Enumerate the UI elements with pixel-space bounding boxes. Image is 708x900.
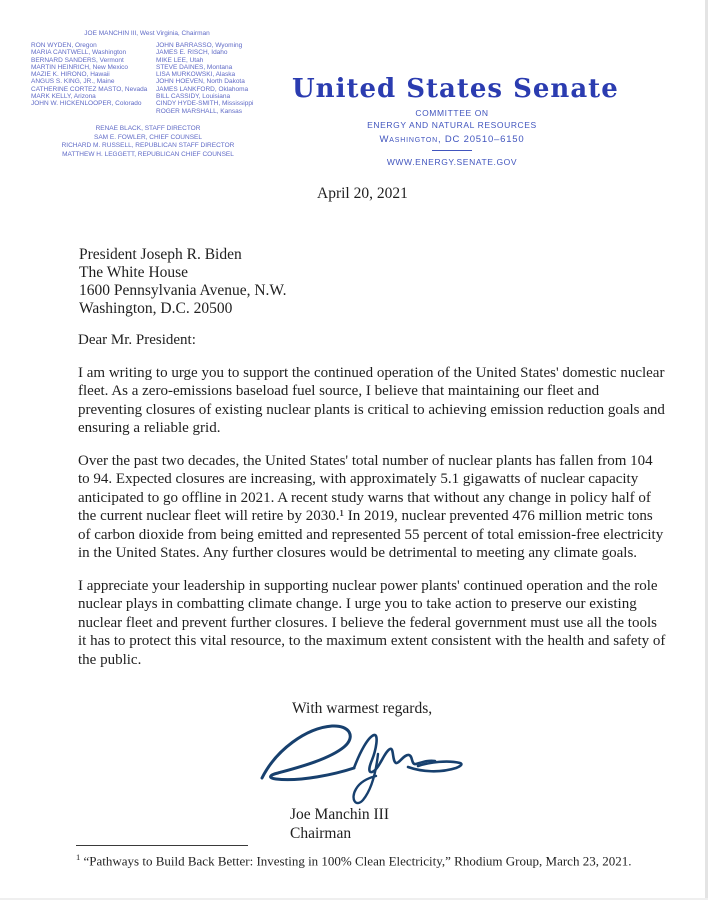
member-name: STEVE DAINES, Montana bbox=[156, 63, 233, 71]
member-name: MARK KELLY, Arizona bbox=[31, 93, 96, 101]
footnote bbox=[76, 852, 660, 869]
member-name: JOHN BARRASSO, Wyoming bbox=[156, 42, 243, 49]
member-name: BERNARD SANDERS, Vermont bbox=[31, 56, 124, 64]
member-name: MARIA CANTWELL, Washington bbox=[31, 49, 127, 57]
letter-body bbox=[78, 331, 666, 683]
staff-name: RENAE BLACK, STAFF DIRECTOR bbox=[95, 125, 201, 132]
member-name: JOHN HOEVEN, North Dakota bbox=[156, 78, 245, 86]
recipient-line: The White House bbox=[79, 264, 189, 281]
address-divider-rule bbox=[432, 150, 472, 151]
member-name: JOHN W. HICKENLOOPER, Colorado bbox=[31, 100, 142, 108]
recipient-line: President Joseph R. Biden bbox=[79, 246, 242, 263]
member-name: CATHERINE CORTEZ MASTO, Nevada bbox=[31, 85, 148, 93]
signature-image bbox=[256, 716, 468, 806]
member-name: MAZIE K. HIRONO, Hawaii bbox=[31, 71, 110, 79]
signer-name: Joe Manchin III bbox=[290, 806, 389, 823]
letter-date: April 20, 2021 bbox=[317, 185, 408, 202]
committee-website: WWW.ENERGY.SENATE.GOV bbox=[386, 157, 518, 167]
member-name: ROGER MARSHALL, Kansas bbox=[156, 107, 242, 115]
member-name: JAMES LANKFORD, Oklahoma bbox=[156, 85, 249, 93]
staff-name: MATTHEW H. LEGGETT, REPUBLICAN CHIEF COUNSEL bbox=[62, 151, 234, 159]
committee-address-line: Washington, DC 20510–6150 bbox=[379, 134, 525, 145]
signature-block bbox=[290, 806, 389, 843]
salutation: Dear Mr. President: bbox=[78, 332, 196, 348]
committee-name-line: ENERGY AND NATURAL RESOURCES bbox=[367, 120, 537, 130]
member-name: LISA MURKOWSKI, Alaska bbox=[156, 71, 236, 79]
recipient-line: 1600 Pennsylvania Avenue, N.W. bbox=[79, 282, 287, 299]
staff-name: RICHARD M. RUSSELL, REPUBLICAN STAFF DIRECTOR bbox=[61, 142, 235, 150]
member-name: MARTIN HEINRICH, New Mexico bbox=[31, 63, 129, 71]
body-paragraph: I appreciate your leadership in supporting nuclear power plants' continued operation and the role nuclear plays in combatting climate change. I urge you to take action to preserve our existing nuclear fleet and prevent further closures. I believe the federal government must use all the tools it has to protect this vital resource, to the maximum extent consistent with the health and safety of the public. bbox=[78, 577, 666, 668]
committee-on-line: COMMITTEE ON bbox=[415, 108, 489, 118]
member-name: MIKE LEE, Utah bbox=[156, 56, 204, 64]
members-column-left bbox=[31, 42, 147, 108]
members-column-right bbox=[156, 42, 253, 115]
member-name: ANGUS S. KING, JR., Maine bbox=[31, 78, 115, 86]
recipient-line: Washington, D.C. 20500 bbox=[79, 300, 233, 317]
footnote-text: “Pathways to Build Back Better: Investing in 100% Clean Electricity,” Rhodium Group, March 23, 2021. bbox=[83, 853, 632, 869]
staff-block bbox=[36, 125, 260, 160]
senate-title: United States Senate bbox=[292, 74, 619, 104]
recipient-address bbox=[79, 246, 287, 318]
body-paragraph: I am writing to urge you to support the continued operation of the United States' domestic nuclear fleet. As a zero-emissions baseload fuel source, I believe that maintaining our fleet and preventing closures of existing nuclear plants is critical to achieving emission reduction goals and ensuring a reliable grid. bbox=[78, 364, 665, 436]
chairman-line: JOE MANCHIN III, West Virginia, Chairman bbox=[84, 30, 210, 37]
member-name: RON WYDEN, Oregon bbox=[31, 42, 97, 49]
footnote-marker: 1 bbox=[76, 852, 81, 862]
footnote-rule bbox=[76, 845, 248, 846]
staff-name: SAM E. FOWLER, CHIEF COUNSEL bbox=[94, 133, 202, 141]
signer-title: Chairman bbox=[290, 824, 352, 842]
member-name: BILL CASSIDY, Louisiana bbox=[156, 93, 231, 101]
body-paragraph: Over the past two decades, the United States' total number of nuclear plants has fallen from 104 to 94. Expected closures are increasing, with approximately 5.1 gigawatts of nuclear capacity anticipated to go offline in 2021. A recent study warns that without any change in policy half of the current nuclear fleet will retire by 2030.¹ In 2019, nuclear prevented 476 million metric tons of carbon dioxide from being emitted and represented 55 percent of total emission-free electricity in the United States. Any further closures would be detrimental to meeting any climate goals. bbox=[78, 452, 664, 561]
member-name: JAMES E. RISCH, Idaho bbox=[156, 49, 228, 57]
closing-line: With warmest regards, bbox=[292, 700, 433, 717]
member-name: CINDY HYDE-SMITH, Mississippi bbox=[156, 100, 254, 108]
